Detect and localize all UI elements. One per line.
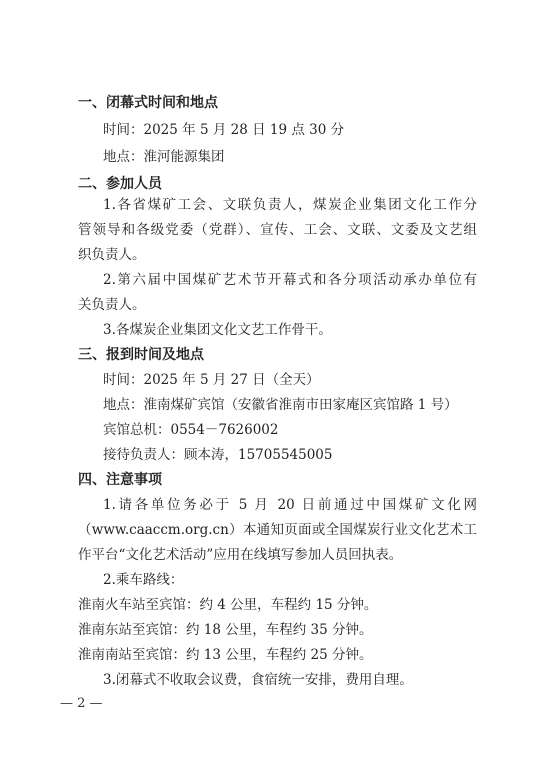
section-heading-closing-ceremony: 一、闭幕式时间和地点 [78,95,218,111]
reception-contact-line: 接待负责人：顾本涛，15705545005 [103,447,333,463]
section-heading-notes: 四、注意事项 [78,472,162,488]
registration-location-line: 地点：淮南煤矿宾馆（安徽省淮南市田家庵区宾馆路 1 号） [103,397,458,413]
attendees-item-2-line-2: 关负责人。 [78,297,146,313]
notes-item-1-line-2: （www.caaccm.org.cn）本通知页面或全国煤炭行业文化艺术工 [78,522,477,538]
closing-time-line: 时间：2025 年 5 月 28 日 19 点 30 分 [103,122,345,138]
section-heading-attendees: 二、参加人员 [78,176,162,192]
page-number: — 2 — [60,696,103,711]
route-huainan-station: 淮南火车站至宾馆：约 4 公里，车程约 15 分钟。 [78,597,378,613]
notes-item-2-heading: 2.乘车路线： [103,572,184,588]
closing-location-line: 地点：淮河能源集团 [103,149,225,165]
hotel-switchboard-line: 宾馆总机：0554－7626002 [103,422,279,438]
route-huainan-south-station: 淮南南站至宾馆：约 13 公里，车程约 25 分钟。 [78,647,373,663]
attendees-item-1-line-3: 织负责人。 [78,247,146,263]
attendees-item-2-line-1: 2.第六届中国煤矿艺术节开幕式和各分项活动承办单位有 [103,272,477,288]
attendees-item-1-line-1: 1.各省煤矿工会、文联负责人，煤炭企业集团文化工作分 [103,197,477,213]
notes-item-1-line-1: 1.请各单位务必于 5 月 20 日前通过中国煤矿文化网 [103,497,477,513]
notes-item-3: 3.闭幕式不收取会议费，食宿统一安排，费用自理。 [103,672,413,688]
attendees-item-1-line-2: 管领导和各级党委（党群）、宣传、工会、文联、文委及文艺组 [78,222,477,238]
registration-time-line: 时间：2025 年 5 月 27 日（全天） [103,372,320,388]
notes-item-1-line-3: 作平台“文化艺术活动”应用在线填写参加人员回执表。 [78,547,403,563]
section-heading-registration: 三、报到时间及地点 [78,347,204,363]
attendees-item-3: 3.各煤炭企业集团文化文艺工作骨干。 [103,322,332,338]
route-huainan-east-station: 淮南东站至宾馆：约 18 公里，车程约 35 分钟。 [78,622,373,638]
